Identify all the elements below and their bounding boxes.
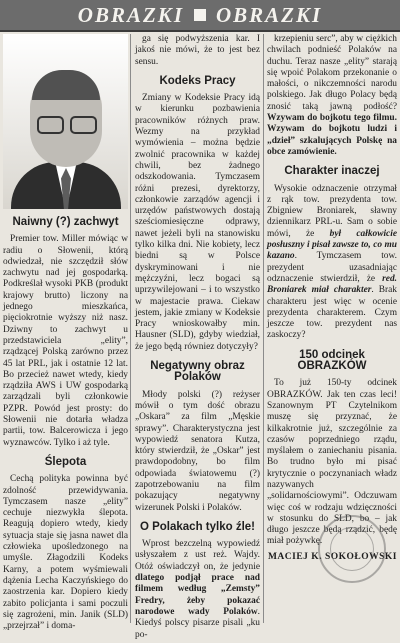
article-continuation-2: krzepieniu serc”, aby w ciężkich chwilach podnieść Polaków na duchu. Teraz nasze „elity” starają się wpoić Polakom przekonanie o małości, o nikczemności narodu polskiego. Jak długo Polacy będą znosić taką jawną podłość? Wzywam do bojkotu tego filmu. Wzywam do bojkotu ludzi i „dzieł” szkalujących Polskę na obce zamówienie. [267,34,397,157]
article-negatywny: Młody polski (?) reżyser mówił o tym dość obrazu „Oskara” za film „Męskie sprawy”. Charakterystyczna jest wypowiedź senatora Kutza, który stwierdził, że „Oskar” jest prawdopodobny, bo film odpowiada światowemu (?) zapotrzebowaniu na film pokazujący negatywny wizerunek Polski i Polaków. [135,389,260,513]
article-charakter: Wysokie odznaczenie otrzymał z rąk tow. prezydenta tow. Zbigniew Broniarek, sławny dziennikarz PRL-u. Sam o sobie mówi, że był całkowicie posłuszny i pisał zawsze to, co mu kazano. Tymczasem tow. prezydent uzasadniając odznaczenie stwierdził, że red. Broniarek miał charakter. Brak charakteru jest więc w ocenie prezydenta charakterem. Czym jeszcze tow. prezydent nas zaskoczy? [267,183,397,341]
column-1 [3,34,128,634]
column-2 [135,34,260,643]
column-divider-1 [130,34,131,623]
heading-o-polakach: O Polakach tylko źle! [139,520,256,533]
heading-naiwny: Naiwny (?) zachwyt [12,216,119,228]
heading-negatywny: Negatywny obraz Polaków [150,360,245,384]
header-right-title: OBRAZKI [216,2,323,27]
heading-150-odcinek: 150 odcinek OBRAZKÓW [297,348,367,373]
article-150-odcinek: To już 150-ty odcinek OBRAZKÓW. Jak ten czas leci! Szanownym PT Czytelnikom muszę się przyznać, że kilkakrotnie już, szczególnie za czasów poprzedniego rządu, myślałem o zaniechaniu pisania. Bo trudno było mi pisać krytycznie o poczynaniach władz nazywanych „solidarnościowymi”. Odczuwam więc coś w rodzaju wdzięczności w stosunku do SLD, bo – jak długo jeszcze będą rządzić, będę miał pożywkę. [267,378,397,547]
article-kodeks-pracy: Zmiany w Kodeksie Pracy idą w kierunku pozbawienia pracowników różnych praw. Wezmy na przykład wymówienia – można będzie zwolnić pracownika w każdej chwili, bez żadnego odszkodowania. Tymczasem różni prezesi, dyrektorzy, członkowie zarządów agencji i urzędów państwowych dostają sześciomiesięczne odprawy, nawet jeżeli byli na stanowisku tylko kilka dni. Nie kobiety, lecz biedni są w Polsce dyskryminowani i nie mężczyźni, lecz bogaci są uprzywilejowani – i to wszystko w majestacie prawa. Ciekaw jestem, jakie zmiany w Kodeksie Pracy wnioskowałby min. Hausner (SLD), gdyby wiedział, że jego będą równiez dotyczyły? [135,93,260,352]
article-continuation: ga się podwyższenia kar. I jakoś nie mówi, że to jest bez sensu. [135,34,260,67]
column-divider-2 [263,34,264,623]
author-signature: MACIEJ K. SOKOŁOWSKI [267,551,397,562]
heading-charakter: Charakter inaczej [284,165,380,178]
header-left-title: OBRAZKI [77,2,184,27]
section-header [0,0,400,32]
square-icon [194,9,206,21]
column-3 [267,34,397,563]
article-slepota: Cechą polityka powinna być zdolność przewidywania. Tymczasem nasze „elity” cechuje niezwykła ślepota. Reagują dopiero wtedy, kiedy sytuacja staje się jasna nawet dla człowieka upośledzonego na umyśle. Złagodzili Kodeks Karny, a potem wyśmiewali dążenia Lecha Kaczyńskiego do zaostrzenia kar. Dopiero kiedy zabito policjanta i sami poczuli się zagrożeni, min. Janik (SLD) „przejrzał” i doma- [3,474,128,632]
heading-slepota: Ślepota [44,455,87,468]
article-o-polakach: Wprost bezczelną wypowiedź usłyszałem z ust reż. Wajdy. Otóż oświadczył on, że jedynie dlatego podjął prace nad filmem według „Zemsty” Fredry, żeby pokazać narodowe wady Polaków. Kiedyś polscy pisarze pisali „ku po- [135,539,260,640]
article-naiwny: Premier tow. Miller mówiąc w radiu o Słowenii, którą odwiedzał, nie szczędził słów zachwytu nad jej gospodarką. Podkreślał wysoki PKB (produkt krajowy brutto) liczony na jednego mieszkańca, pięciokrotnie wyższy niż nasz. Dziwny to zachwyt u przedstawiciela „elity”, rządzącej Polską zarówno przez 45 lat PRL, jak i ostatnie 12 lat. Bo przecież nawet wtedy, kiedy rządziła AWS i UW gospodarką zarządzali byli członkowie PZPR. Powód jest prosty: do Słowenii nie dotarła władza partii, tow. Balcerowicza i jego wyznawców. Tylko i aż tyle. [3,234,128,448]
heading-kodeks-pracy: Kodeks Pracy [159,74,236,87]
archive-stamp [318,515,386,583]
author-photo [3,34,128,209]
